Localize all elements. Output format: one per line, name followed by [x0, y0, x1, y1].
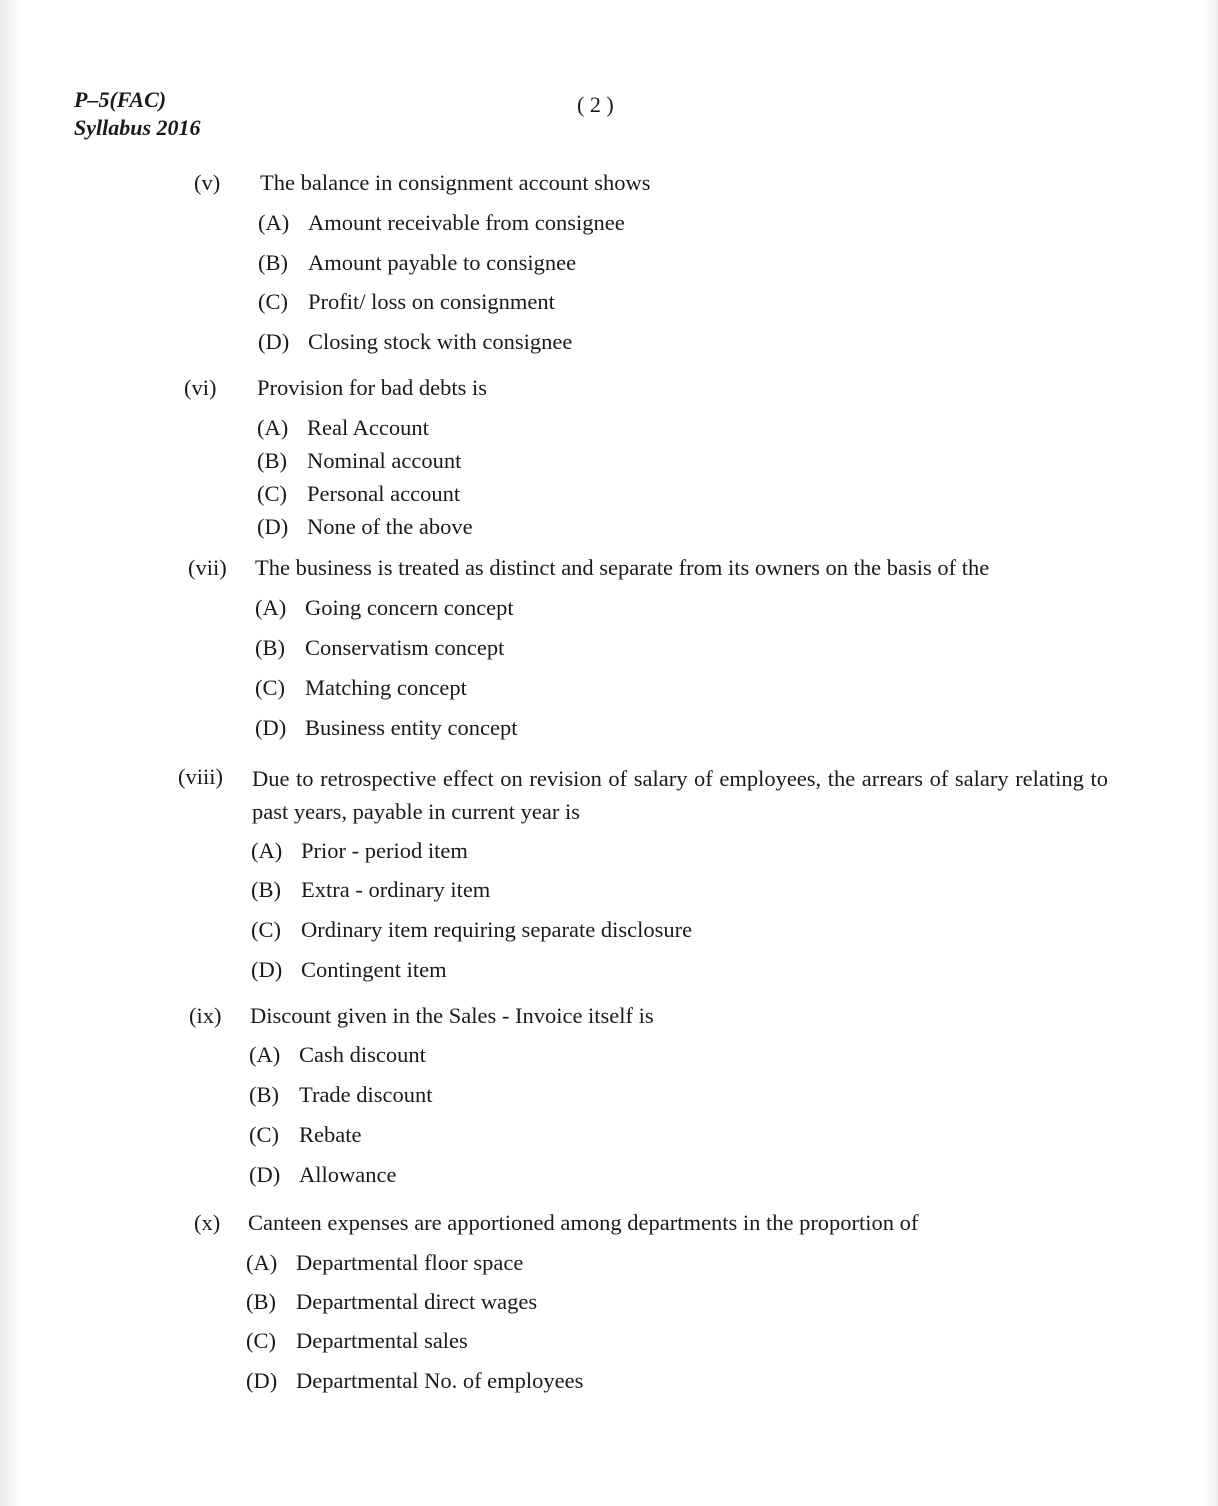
option-text: Departmental No. of employees [296, 1368, 584, 1393]
option-letter: (A) [251, 838, 283, 863]
option-letter: (A) [257, 415, 289, 440]
option-letter: (B) [246, 1289, 276, 1314]
option-text: Allowance [299, 1162, 397, 1187]
option-letter: (D) [249, 1162, 281, 1187]
question-number: (x) [194, 1210, 221, 1235]
option-b [255, 633, 504, 663]
question-number: (ix) [189, 1003, 222, 1028]
option-letter: (C) [257, 481, 287, 506]
option-a [255, 593, 514, 623]
option-d [257, 512, 473, 542]
option-text: Rebate [299, 1122, 362, 1147]
option-text: Amount payable to consignee [308, 250, 577, 275]
option-a [249, 1040, 426, 1070]
syllabus-label: Syllabus 2016 [74, 115, 201, 140]
question-vii [188, 553, 1108, 753]
option-letter: (D) [255, 715, 287, 740]
option-letter: (C) [249, 1122, 279, 1147]
option-text: Trade discount [299, 1082, 433, 1107]
option-a [251, 836, 468, 866]
option-letter: (B) [251, 877, 281, 902]
option-letter: (D) [246, 1368, 278, 1393]
option-text: Amount receivable from consignee [308, 210, 625, 235]
question-vi [184, 373, 1094, 543]
option-c [249, 1120, 361, 1150]
question-stem: Provision for bad debts is [257, 375, 487, 400]
question-ix [189, 1001, 1089, 1201]
option-text: Going concern concept [305, 595, 514, 620]
option-a [246, 1248, 523, 1278]
option-text: Business entity concept [305, 715, 518, 740]
option-a [257, 413, 429, 443]
option-letter: (C) [258, 289, 288, 314]
option-c [258, 287, 555, 317]
option-text: Personal account [307, 481, 461, 506]
option-letter: (A) [246, 1250, 278, 1275]
scan-page-edge-right [1200, 0, 1218, 1506]
question-v [194, 168, 1094, 368]
option-text: Ordinary item requiring separate disclosure [301, 917, 693, 942]
option-text: Conservatism concept [305, 635, 505, 660]
option-b [258, 248, 576, 278]
option-letter: (B) [255, 635, 285, 660]
option-d [258, 327, 572, 357]
option-text: Departmental floor space [296, 1250, 524, 1275]
option-text: Nominal account [307, 448, 462, 473]
question-number: (viii) [178, 764, 223, 789]
option-a [258, 208, 625, 238]
option-letter: (C) [246, 1328, 276, 1353]
option-b [251, 875, 490, 905]
question-x [194, 1208, 1094, 1408]
option-letter: (B) [257, 448, 287, 473]
paper-header [74, 86, 201, 142]
option-letter: (A) [249, 1042, 281, 1067]
question-stem: Canteen expenses are apportioned among departments in the proportion of [248, 1210, 919, 1235]
option-text: Cash discount [299, 1042, 426, 1067]
option-c [257, 479, 460, 509]
question-number: (vi) [184, 375, 217, 400]
option-letter: (A) [258, 210, 290, 235]
option-text: Departmental sales [296, 1328, 468, 1353]
option-b [249, 1080, 433, 1110]
question-stem: Discount given in the Sales - Invoice itself is [250, 1003, 654, 1028]
option-b [246, 1287, 537, 1317]
option-d [251, 955, 447, 985]
question-stem: Due to retrospective effect on revision of salary of employees, the arrears of salary relating to past years, payable in current year is [252, 766, 1108, 824]
question-number: (vii) [188, 555, 227, 580]
question-stem: The balance in consignment account shows [260, 170, 651, 195]
option-d [249, 1160, 396, 1190]
option-letter: (D) [258, 329, 290, 354]
option-text: Extra - ordinary item [301, 877, 491, 902]
option-d [246, 1366, 583, 1396]
option-text: Closing stock with consignee [308, 329, 573, 354]
option-text: Real Account [307, 415, 429, 440]
option-letter: (B) [258, 250, 288, 275]
option-text: Departmental direct wages [296, 1289, 538, 1314]
page-number: ( 2 ) [577, 92, 614, 117]
question-stem: The business is treated as distinct and separate from its owners on the basis of the [255, 555, 990, 580]
question-viii [178, 762, 1118, 982]
option-text: Prior - period item [301, 838, 468, 863]
option-b [257, 446, 461, 476]
option-text: Contingent item [301, 957, 447, 982]
option-letter: (D) [251, 957, 283, 982]
option-text: Profit/ loss on consignment [308, 289, 555, 314]
option-letter: (D) [257, 514, 289, 539]
question-number: (v) [194, 170, 221, 195]
option-text: Matching concept [305, 675, 467, 700]
option-c [246, 1326, 468, 1356]
option-text: None of the above [307, 514, 473, 539]
option-letter: (A) [255, 595, 287, 620]
option-d [255, 713, 517, 743]
option-letter: (C) [251, 917, 281, 942]
option-letter: (C) [255, 675, 285, 700]
option-letter: (B) [249, 1082, 279, 1107]
paper-code: P–5(FAC) [74, 87, 167, 112]
option-c [251, 915, 692, 945]
scan-page-edge-left [0, 0, 22, 1506]
option-c [255, 673, 467, 703]
